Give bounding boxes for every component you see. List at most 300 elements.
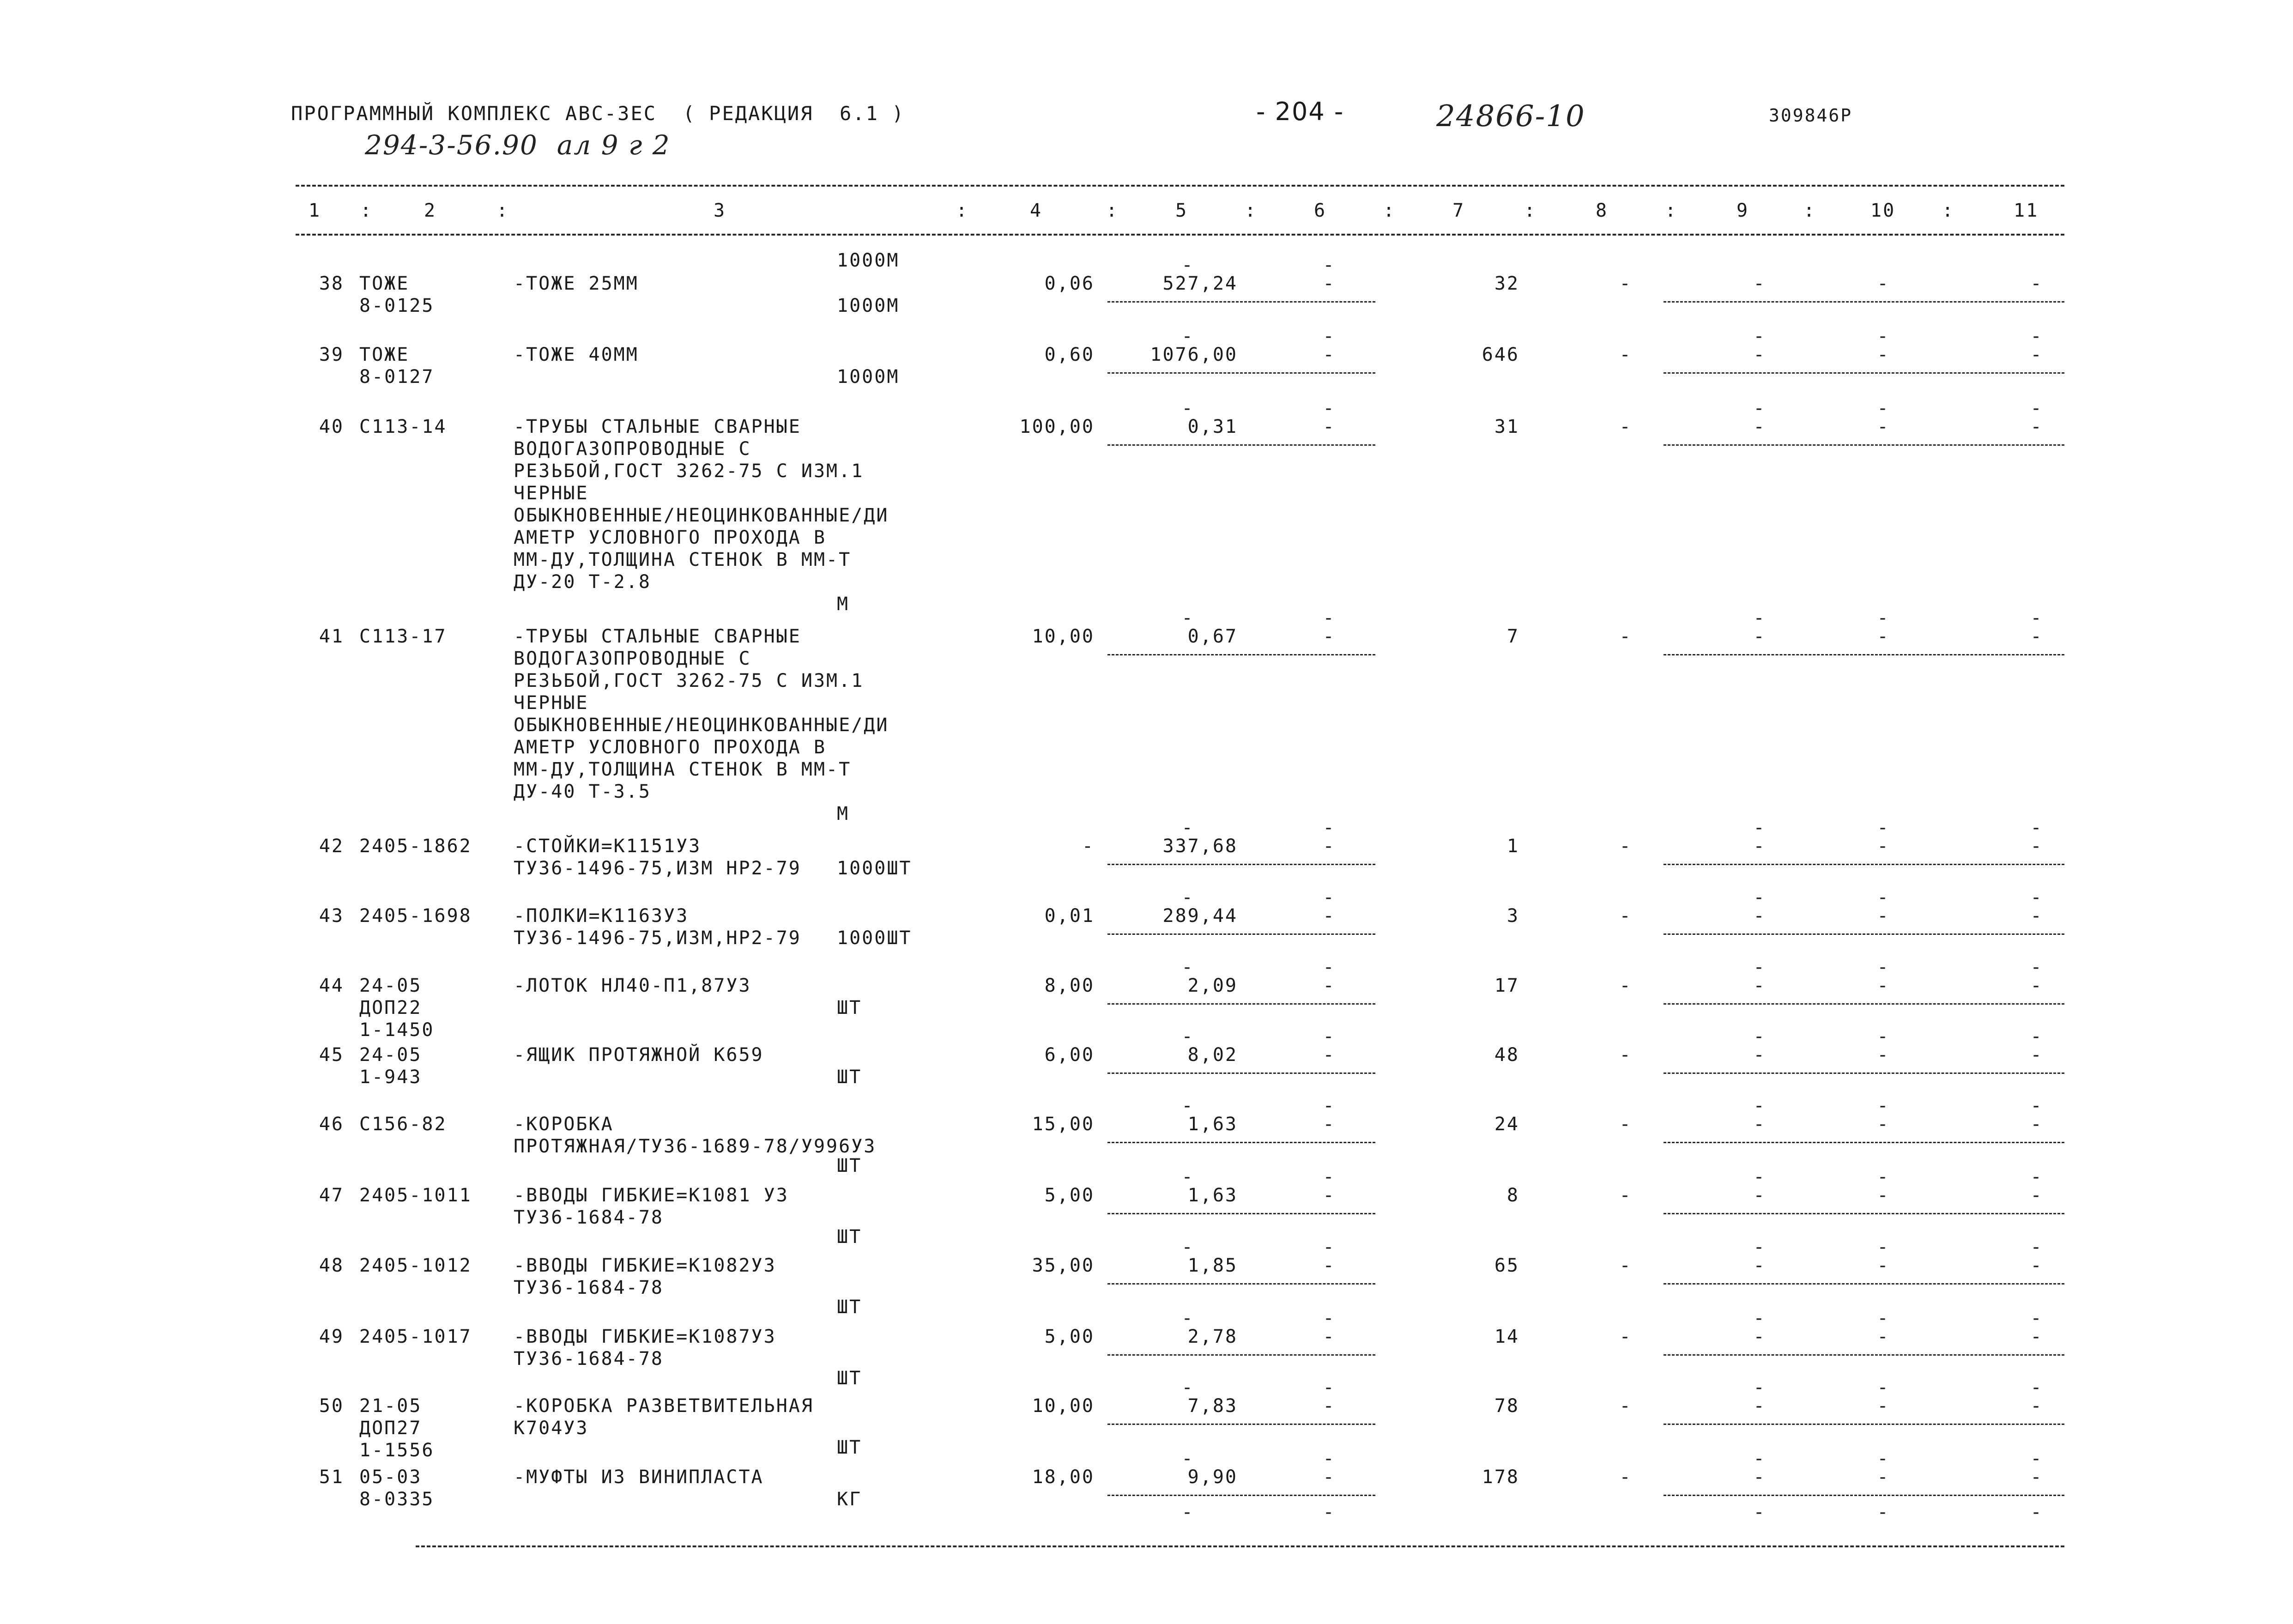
row-description: ТУ36-1496-75,ИЗМ,НР2-79 (514, 927, 801, 949)
sub-dash: - (2030, 887, 2043, 908)
row-code: ДОП27 (359, 1418, 422, 1439)
row-subtotal-rule (1664, 1073, 2064, 1074)
unit-cost-value: 289,44 (1162, 905, 1238, 927)
row-unit: М (837, 594, 850, 615)
row-subtotal-rule (1664, 301, 2064, 303)
sub-dash: - (1753, 1236, 1766, 1258)
col10-value: - (1877, 905, 1890, 927)
row-unit: 1000М (837, 366, 900, 388)
sub-dash: - (1753, 1448, 1766, 1469)
row-subtotal-rule (1664, 1213, 2064, 1214)
handwritten-reference: 294-3-56.90 ал 9 г 2 (365, 129, 671, 161)
col9-value: - (1753, 1185, 1766, 1206)
row-subtotal-rule (1664, 1283, 2064, 1285)
col8-value: - (1619, 975, 1632, 996)
row-code: ДОП22 (359, 997, 422, 1018)
sub-dash: - (2030, 398, 2043, 419)
row-number: 50 (319, 1395, 344, 1417)
sub-dash: - (2030, 607, 2043, 629)
column-separator: : (956, 200, 969, 221)
col11-value: - (2030, 416, 2043, 437)
sub-dash: - (1753, 398, 1766, 419)
column-separator: : (1383, 200, 1396, 221)
row-code: 1-943 (359, 1067, 422, 1088)
column-header-5: 5 (1175, 200, 1188, 221)
unit-cost-value: 2,09 (1187, 975, 1238, 996)
row-number: 43 (319, 905, 344, 927)
col11-value: - (2030, 905, 2043, 927)
row-number: 38 (319, 273, 344, 294)
column-header-6: 6 (1314, 200, 1327, 221)
row-unit: КГ (837, 1489, 862, 1510)
col10-value: - (1877, 975, 1890, 996)
row-description: РЕЗЬБОЙ,ГОСТ 3262-75 С ИЗМ.1 (514, 461, 864, 482)
col11-value: - (2030, 1326, 2043, 1347)
sub-dash: - (1323, 817, 1336, 838)
row-subtotal-rule (1664, 654, 2064, 655)
row-subtotal-rule (1107, 1003, 1375, 1005)
sub-dash: - (1877, 1236, 1890, 1258)
header-rule-top (296, 185, 2064, 187)
total-cost-value: 646 (1482, 344, 1519, 365)
col9-value: - (1753, 836, 1766, 857)
unit-cost-value: 0,31 (1187, 416, 1238, 437)
row-subtotal-rule (1107, 1495, 1375, 1496)
sub-dash: - (2030, 326, 2043, 347)
col10-value: - (1877, 344, 1890, 365)
total-cost-value: 8 (1506, 1185, 1519, 1206)
column-header-8: 8 (1596, 200, 1609, 221)
row-description: -ТОЖЕ 40ММ (514, 344, 639, 365)
row-subtotal-rule (1107, 654, 1375, 655)
sub-dash: - (2030, 1026, 2043, 1047)
sub-dash: - (1753, 887, 1766, 908)
col10-value: - (1877, 1395, 1890, 1417)
col6-value: - (1323, 1185, 1336, 1206)
unit-cost-value: 0,67 (1187, 626, 1238, 647)
sub-dash: - (1181, 1308, 1194, 1329)
row-description: ТУ36-1684-78 (514, 1207, 664, 1228)
column-separator: : (1665, 200, 1678, 221)
unit-cost-value: 337,68 (1162, 836, 1238, 857)
row-subtotal-rule (1664, 444, 2064, 446)
row-code: 2405-1011 (359, 1185, 472, 1206)
col11-value: - (2030, 626, 2043, 647)
row-description: ТУ36-1684-78 (514, 1348, 664, 1369)
column-header-10: 10 (1870, 200, 1896, 221)
program-title: ПРОГРАММНЫЙ КОМПЛЕКС АВС-3ЕС ( РЕДАКЦИЯ 6.1 ) (291, 102, 905, 125)
col10-value: - (1877, 1255, 1890, 1276)
column-separator: : (1524, 200, 1537, 221)
sub-dash: - (1753, 817, 1766, 838)
total-cost-value: 7 (1506, 626, 1519, 647)
row-number: 48 (319, 1255, 344, 1276)
sub-dash: - (1181, 1026, 1194, 1047)
col6-value: - (1323, 1395, 1336, 1417)
col9-value: - (1753, 1326, 1766, 1347)
sub-dash: - (1323, 1166, 1336, 1188)
row-code: 2405-1862 (359, 836, 472, 857)
col8-value: - (1619, 626, 1632, 647)
sub-dash: - (2030, 1502, 2043, 1523)
col10-value: - (1877, 1466, 1890, 1488)
row-description: -ЯЩИК ПРОТЯЖНОЙ К659 (514, 1044, 764, 1066)
row-number: 47 (319, 1185, 344, 1206)
row-description: -ТРУБЫ СТАЛЬНЫЕ СВАРНЫЕ (514, 626, 801, 647)
row-subtotal-rule (1664, 1142, 2064, 1143)
col8-value: - (1619, 1255, 1632, 1276)
sub-dash: - (1323, 1377, 1336, 1398)
row-description: -ЛОТОК НЛ40-П1,87У3 (514, 975, 751, 996)
col9-value: - (1753, 344, 1766, 365)
quantity-value: 100,00 (1019, 416, 1095, 437)
sub-dash: - (1753, 607, 1766, 629)
sub-dash: - (1877, 957, 1890, 978)
row-number: 39 (319, 344, 344, 365)
col8-value: - (1619, 1114, 1632, 1135)
col9-value: - (1753, 905, 1766, 927)
row-code: 24-05 (359, 975, 422, 996)
col10-value: - (1877, 1114, 1890, 1135)
sub-dash: - (1877, 398, 1890, 419)
row-code: 8-0125 (359, 295, 435, 316)
col8-value: - (1619, 1466, 1632, 1488)
page-number: - 204 - (1256, 97, 1344, 126)
col9-value: - (1753, 975, 1766, 996)
sub-dash: - (2030, 817, 2043, 838)
unit-cost-value: 1,85 (1187, 1255, 1238, 1276)
column-header-11: 11 (2014, 200, 2039, 221)
sub-dash: - (1877, 817, 1890, 838)
col11-value: - (2030, 836, 2043, 857)
col8-value: - (1619, 416, 1632, 437)
col11-value: - (2030, 1114, 2043, 1135)
row-code: 2405-1017 (359, 1326, 472, 1347)
col11-value: - (2030, 273, 2043, 294)
sub-dash: - (1181, 1502, 1194, 1523)
row-number: 46 (319, 1114, 344, 1135)
row-code: 1-1450 (359, 1019, 435, 1041)
row-description: ДУ-40 Т-3.5 (514, 781, 651, 802)
col10-value: - (1877, 273, 1890, 294)
row-description: -СТОЙКИ=К1151У3 (514, 836, 702, 857)
row-subtotal-rule (1664, 1424, 2064, 1425)
unit-cost-value: 8,02 (1187, 1044, 1238, 1066)
quantity-value: 18,00 (1032, 1466, 1095, 1488)
col11-value: - (2030, 1395, 2043, 1417)
col9-value: - (1753, 273, 1766, 294)
sub-dash: - (1877, 1308, 1890, 1329)
col8-value: - (1619, 1185, 1632, 1206)
sub-dash: - (1181, 255, 1194, 276)
sub-dash: - (1323, 607, 1336, 629)
row-subtotal-rule (1107, 1142, 1375, 1143)
row-subtotal-rule (1107, 1354, 1375, 1356)
row-unit: ШТ (837, 997, 862, 1018)
sub-dash: - (1753, 1026, 1766, 1047)
column-header-7: 7 (1452, 200, 1465, 221)
sub-dash: - (1753, 1095, 1766, 1116)
row-subtotal-rule (1107, 1283, 1375, 1285)
row-description: -ВВОДЫ ГИБКИЕ=К1082У3 (514, 1255, 776, 1276)
col9-value: - (1753, 1044, 1766, 1066)
sub-dash: - (1323, 398, 1336, 419)
sub-dash: - (2030, 1166, 2043, 1188)
sub-dash: - (1877, 326, 1890, 347)
sub-dash: - (1753, 1377, 1766, 1398)
row-description: ЧЕРНЫЕ (514, 483, 589, 504)
row-description: -КОРОБКА РАЗВЕТВИТЕЛЬНАЯ (514, 1395, 814, 1417)
col6-value: - (1323, 1326, 1336, 1347)
row-description: ОБЫКНОВЕННЫЕ/НЕОЦИНКОВАННЫЕ/ДИ (514, 715, 889, 736)
col10-value: - (1877, 1185, 1890, 1206)
col10-value: - (1877, 836, 1890, 857)
col8-value: - (1619, 836, 1632, 857)
quantity-value: 15,00 (1032, 1114, 1095, 1135)
handwritten-code: 24866-10 (1436, 99, 1585, 133)
unit-cost-value: 2,78 (1187, 1326, 1238, 1347)
row-description: -ПОЛКИ=К1163У3 (514, 905, 689, 927)
col10-value: - (1877, 1044, 1890, 1066)
sub-dash: - (1181, 1095, 1194, 1116)
row-code: 21-05 (359, 1395, 422, 1417)
sub-dash: - (1181, 398, 1194, 419)
total-cost-value: 14 (1494, 1326, 1519, 1347)
quantity-value: 0,01 (1044, 905, 1095, 927)
top-unit: 1000М (837, 250, 900, 271)
sub-dash: - (2030, 957, 2043, 978)
col6-value: - (1323, 416, 1336, 437)
column-header-9: 9 (1736, 200, 1749, 221)
row-subtotal-rule (1664, 372, 2064, 374)
row-subtotal-rule (1107, 1424, 1375, 1425)
row-unit: ШТ (837, 1226, 862, 1248)
col10-value: - (1877, 626, 1890, 647)
column-header-4: 4 (1030, 200, 1043, 221)
sub-dash: - (1181, 817, 1194, 838)
row-description: РЕЗЬБОЙ,ГОСТ 3262-75 С ИЗМ.1 (514, 670, 864, 691)
row-description: ОБЫКНОВЕННЫЕ/НЕОЦИНКОВАННЫЕ/ДИ (514, 505, 889, 526)
row-unit: ШТ (837, 1368, 862, 1389)
row-description: К704У3 (514, 1418, 589, 1439)
row-number: 40 (319, 416, 344, 437)
column-header-3: 3 (714, 200, 726, 221)
row-subtotal-rule (1107, 372, 1375, 374)
row-code: 1-1556 (359, 1440, 435, 1461)
total-cost-value: 178 (1482, 1466, 1519, 1488)
col11-value: - (2030, 1255, 2043, 1276)
row-description: -КОРОБКА (514, 1114, 614, 1135)
row-description: ПРОТЯЖНАЯ/ТУ36-1689-78/У996У3 (514, 1136, 877, 1157)
row-code: 8-0335 (359, 1489, 435, 1510)
row-description: ТУ36-1496-75,ИЗМ НР2-79 (514, 858, 801, 879)
row-description: -ТОЖЕ 25ММ (514, 273, 639, 294)
col6-value: - (1323, 1044, 1336, 1066)
col6-value: - (1323, 344, 1336, 365)
col9-value: - (1753, 416, 1766, 437)
row-subtotal-rule (1107, 1073, 1375, 1074)
col9-value: - (1753, 1114, 1766, 1135)
col6-value: - (1323, 273, 1336, 294)
col11-value: - (2030, 1466, 2043, 1488)
row-unit: М (837, 803, 850, 824)
col8-value: - (1619, 344, 1632, 365)
sub-dash: - (1181, 1377, 1194, 1398)
unit-cost-value: 9,90 (1187, 1466, 1238, 1488)
row-unit: ШТ (837, 1437, 862, 1458)
col8-value: - (1619, 1326, 1632, 1347)
quantity-value: 0,06 (1044, 273, 1095, 294)
row-code: С113-14 (359, 416, 447, 437)
sub-dash: - (1181, 887, 1194, 908)
unit-cost-value: 1,63 (1187, 1185, 1238, 1206)
col11-value: - (2030, 975, 2043, 996)
col6-value: - (1323, 905, 1336, 927)
row-description: -ВВОДЫ ГИБКИЕ=К1081 У3 (514, 1185, 789, 1206)
row-description: -ТРУБЫ СТАЛЬНЫЕ СВАРНЫЕ (514, 416, 801, 437)
row-description: ММ-ДУ,ТОЛЩИНА СТЕНОК В ММ-Т (514, 549, 852, 570)
row-number: 41 (319, 626, 344, 647)
col6-value: - (1323, 1255, 1336, 1276)
col10-value: - (1877, 416, 1890, 437)
row-description: ДУ-20 Т-2.8 (514, 571, 651, 593)
col10-value: - (1877, 1326, 1890, 1347)
row-subtotal-rule (1107, 933, 1375, 935)
col6-value: - (1323, 626, 1336, 647)
column-separator: : (1106, 200, 1119, 221)
col8-value: - (1619, 1044, 1632, 1066)
column-header-1: 1 (309, 200, 321, 221)
total-cost-value: 24 (1494, 1114, 1519, 1135)
row-unit: 1000М (837, 295, 900, 316)
total-cost-value: 31 (1494, 416, 1519, 437)
row-description: АМЕТР УСЛОВНОГО ПРОХОДА В (514, 737, 827, 758)
row-description: ТУ36-1684-78 (514, 1277, 664, 1298)
quantity-value: - (1082, 836, 1095, 857)
row-code: 2405-1012 (359, 1255, 472, 1276)
col11-value: - (2030, 344, 2043, 365)
col9-value: - (1753, 1466, 1766, 1488)
total-cost-value: 3 (1506, 905, 1519, 927)
quantity-value: 10,00 (1032, 626, 1095, 647)
quantity-value: 8,00 (1044, 975, 1095, 996)
table-bottom-rule (416, 1545, 2064, 1547)
col9-value: - (1753, 1255, 1766, 1276)
sub-dash: - (1877, 887, 1890, 908)
sub-dash: - (1323, 1448, 1336, 1469)
sub-dash: - (1323, 957, 1336, 978)
row-number: 49 (319, 1326, 344, 1347)
row-subtotal-rule (1664, 1354, 2064, 1356)
row-unit: ШТ (837, 1067, 862, 1088)
column-separator: : (1803, 200, 1816, 221)
row-description: ЧЕРНЫЕ (514, 692, 589, 714)
total-cost-value: 1 (1506, 836, 1519, 857)
row-code: 2405-1698 (359, 905, 472, 927)
row-code: С156-82 (359, 1114, 447, 1135)
row-code: ТОЖЕ (359, 344, 410, 365)
row-code: 8-0127 (359, 366, 435, 388)
column-header-2: 2 (424, 200, 437, 221)
unit-cost-value: 1,63 (1187, 1114, 1238, 1135)
sub-dash: - (1323, 887, 1336, 908)
header-rule-bottom (296, 234, 2064, 236)
row-subtotal-rule (1664, 864, 2064, 865)
sub-dash: - (1181, 326, 1194, 347)
row-subtotal-rule (1107, 1213, 1375, 1214)
sub-dash: - (1323, 326, 1336, 347)
document-number: 309846Р (1769, 105, 1853, 126)
sub-dash: - (2030, 1095, 2043, 1116)
row-description: ВОДОГАЗОПРОВОДНЫЕ С (514, 648, 751, 669)
row-code: С113-17 (359, 626, 447, 647)
unit-cost-value: 7,83 (1187, 1395, 1238, 1417)
row-subtotal-rule (1664, 933, 2064, 935)
row-number: 45 (319, 1044, 344, 1066)
sub-dash: - (1877, 1095, 1890, 1116)
sub-dash: - (1323, 255, 1336, 276)
row-code: 05-03 (359, 1466, 422, 1488)
row-subtotal-rule (1107, 301, 1375, 303)
column-separator: : (1245, 200, 1258, 221)
row-number: 42 (319, 836, 344, 857)
total-cost-value: 65 (1494, 1255, 1519, 1276)
sub-dash: - (2030, 1377, 2043, 1398)
sub-dash: - (1753, 1502, 1766, 1523)
sub-dash: - (1323, 1236, 1336, 1258)
row-description: ВОДОГАЗОПРОВОДНЫЕ С (514, 438, 751, 460)
col8-value: - (1619, 273, 1632, 294)
total-cost-value: 32 (1494, 273, 1519, 294)
sub-dash: - (1181, 1236, 1194, 1258)
sub-dash: - (1753, 1166, 1766, 1188)
total-cost-value: 78 (1494, 1395, 1519, 1417)
col8-value: - (1619, 1395, 1632, 1417)
sub-dash: - (2030, 1308, 2043, 1329)
col6-value: - (1323, 975, 1336, 996)
sub-dash: - (1323, 1026, 1336, 1047)
quantity-value: 5,00 (1044, 1185, 1095, 1206)
row-subtotal-rule (1107, 864, 1375, 865)
row-subtotal-rule (1664, 1495, 2064, 1496)
col11-value: - (2030, 1044, 2043, 1066)
sub-dash: - (1877, 607, 1890, 629)
unit-cost-value: 527,24 (1162, 273, 1238, 294)
col9-value: - (1753, 1395, 1766, 1417)
row-number: 51 (319, 1466, 344, 1488)
col6-value: - (1323, 1114, 1336, 1135)
col9-value: - (1753, 626, 1766, 647)
row-number: 44 (319, 975, 344, 996)
row-unit: 1000ШТ (837, 927, 912, 949)
row-subtotal-rule (1107, 444, 1375, 446)
quantity-value: 6,00 (1044, 1044, 1095, 1066)
col11-value: - (2030, 1185, 2043, 1206)
col6-value: - (1323, 836, 1336, 857)
sub-dash: - (1877, 1448, 1890, 1469)
row-code: 24-05 (359, 1044, 422, 1066)
sub-dash: - (1323, 1308, 1336, 1329)
sub-dash: - (1181, 957, 1194, 978)
row-unit: ШТ (837, 1297, 862, 1318)
sub-dash: - (1877, 1026, 1890, 1047)
sub-dash: - (1753, 1308, 1766, 1329)
sub-dash: - (1181, 607, 1194, 629)
row-subtotal-rule (1664, 1003, 2064, 1005)
sub-dash: - (1877, 1502, 1890, 1523)
total-cost-value: 17 (1494, 975, 1519, 996)
sub-dash: - (1877, 1377, 1890, 1398)
